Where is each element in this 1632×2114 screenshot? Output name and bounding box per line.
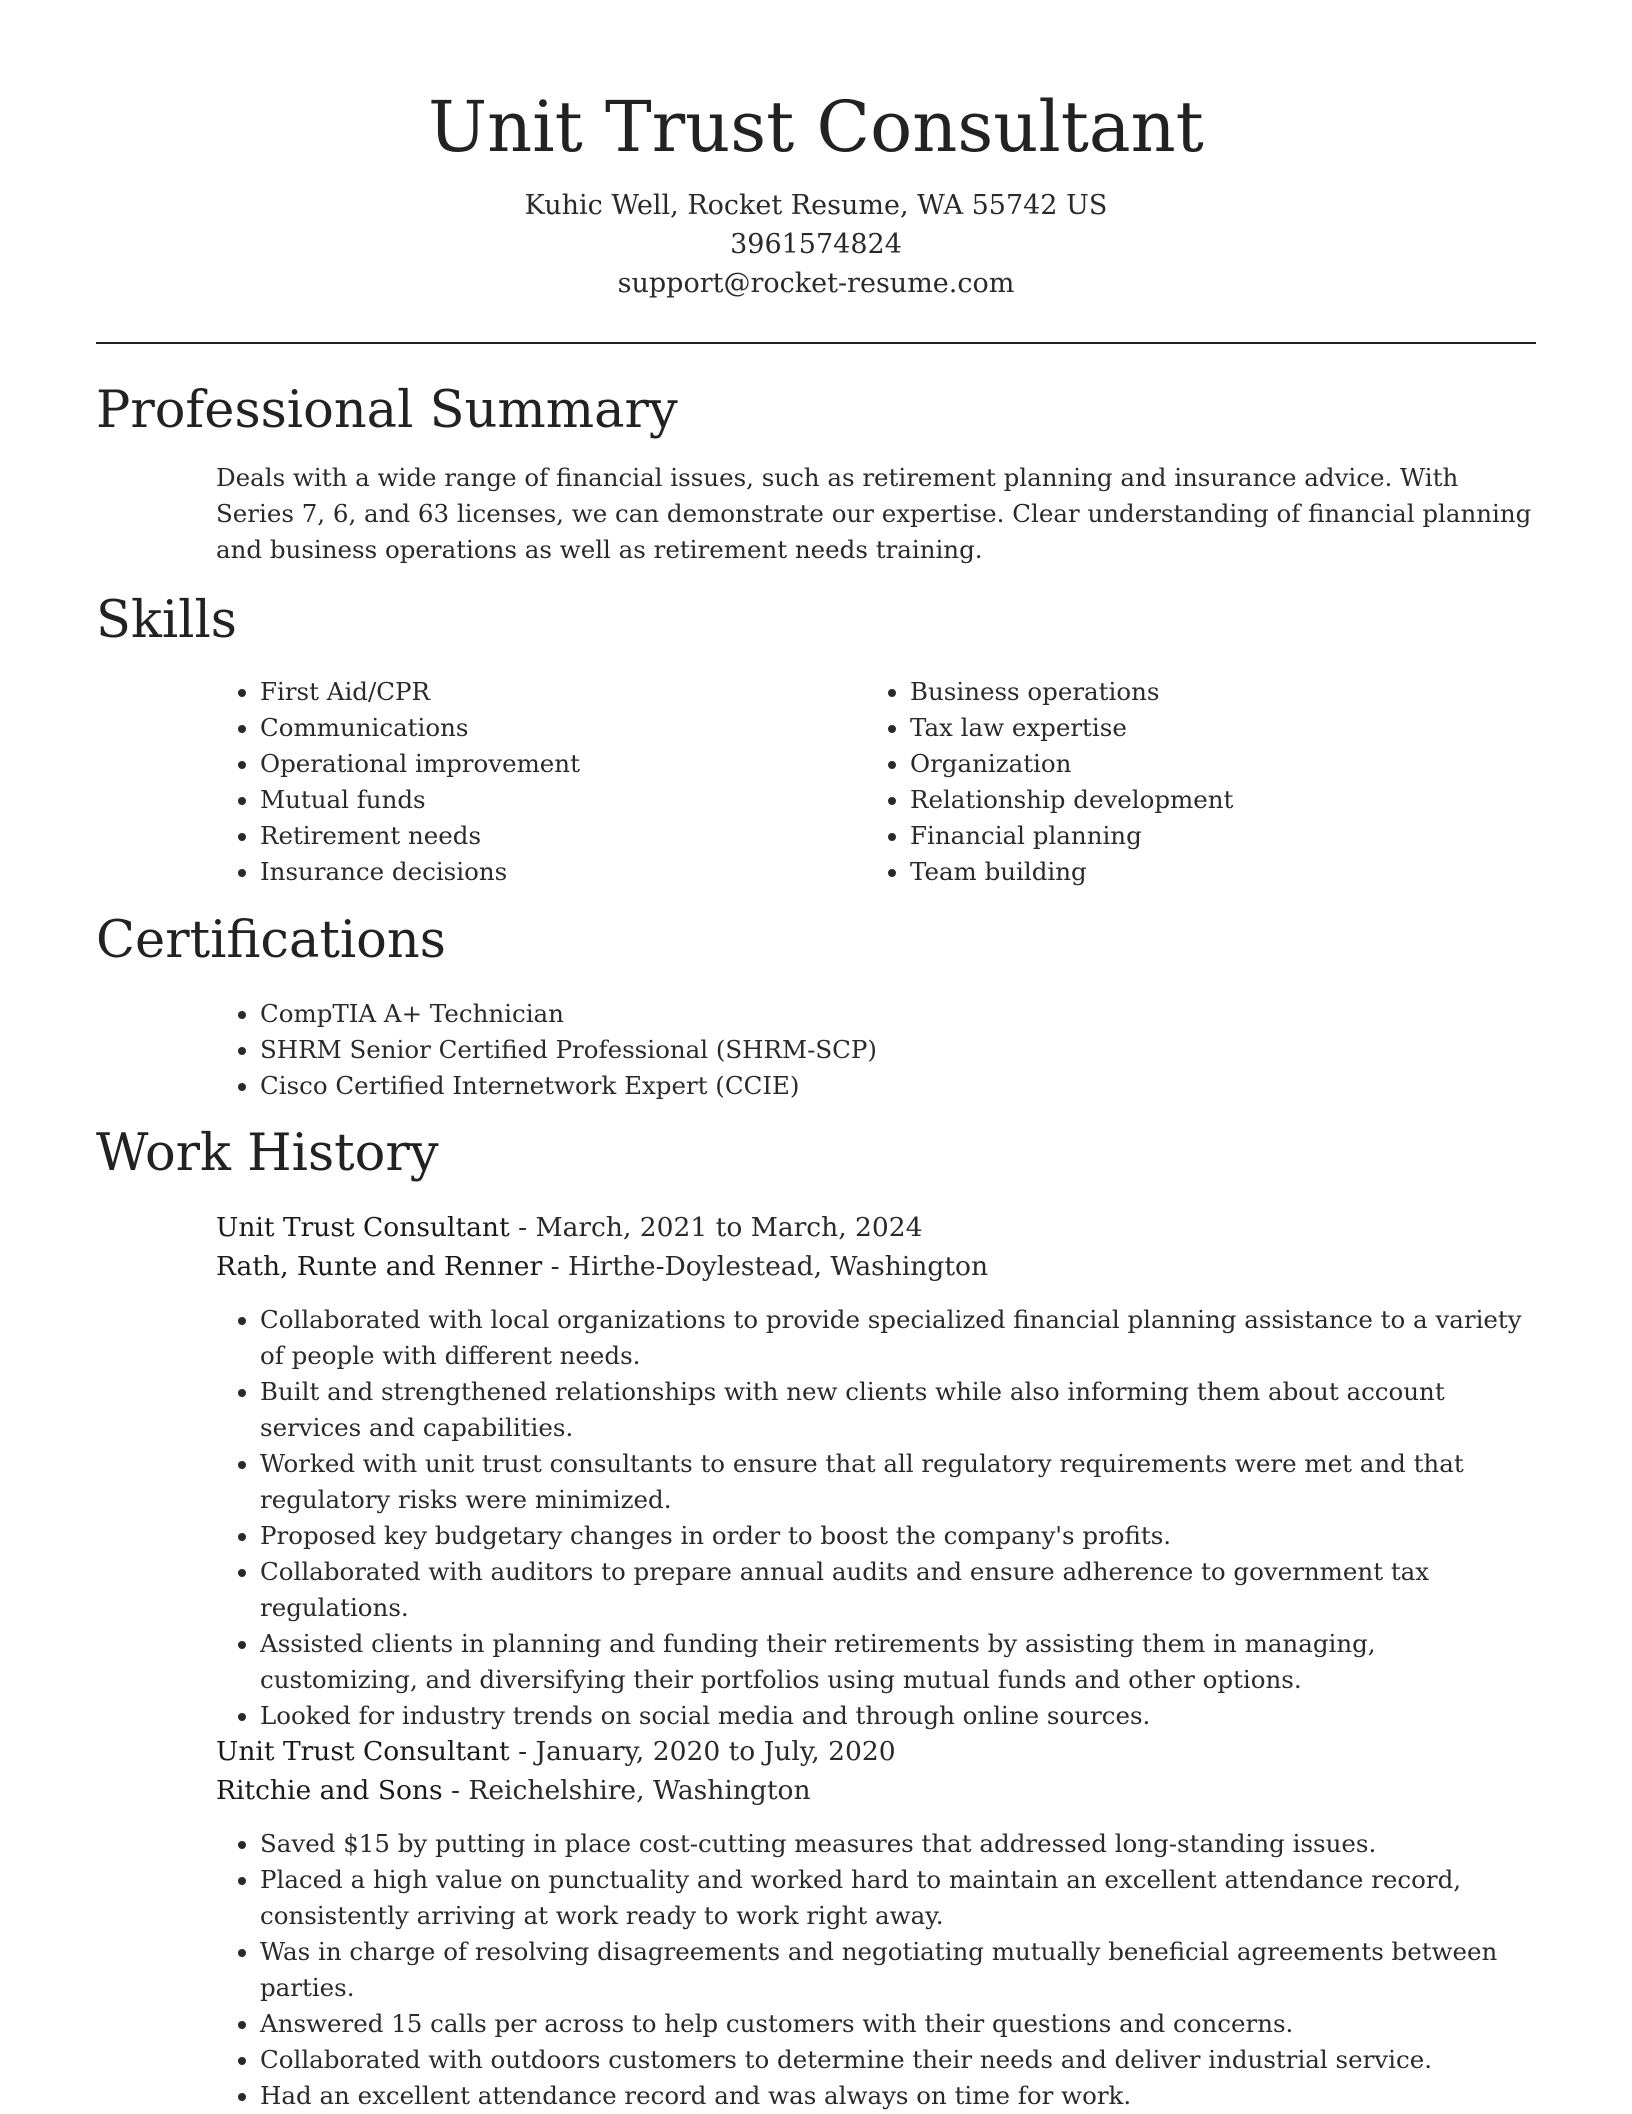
separator: -: [442, 1775, 469, 1806]
job-bullet: • Saved $15 by putting in place cost-cutting measures that addressed long-standing issues.: [260, 1826, 1536, 1862]
job-bullet: • Worked with unit trust consultants to ensure that all regulatory requirements were met and that regulatory risks were minimized.: [260, 1446, 1536, 1518]
candidate-name: Unit Trust Consultant: [428, 86, 1204, 168]
contact-phone: 3961574824: [730, 229, 902, 260]
job-bullet: • Looked for industry trends on social media and through online sources.: [260, 1698, 1536, 1734]
contact-info: [0, 186, 1632, 303]
job-bullets: [216, 1302, 1536, 1734]
contact-email: support@rocket-resume.com: [617, 268, 1015, 299]
job-company-line: [216, 1247, 1536, 1286]
certifications-block: [216, 996, 1536, 1104]
certification-item: • SHRM Senior Certified Professional (SHRM-SCP): [260, 1032, 1536, 1068]
certification-item: • Cisco Certified Internetwork Expert (CCIE): [260, 1068, 1536, 1104]
certifications-list: [216, 996, 1536, 1104]
skill-item: • Relationship development: [910, 782, 1536, 818]
job-entry: [216, 1208, 1536, 1734]
job-bullet: • Answered 15 calls per across to help customers with their questions and concerns.: [260, 2006, 1536, 2042]
skill-item: • Communications: [260, 710, 836, 746]
job-bullets: [216, 1826, 1536, 2114]
skill-item: • Tax law expertise: [910, 710, 1536, 746]
job-bullet: • Collaborated with outdoors customers to determine their needs and deliver industrial service.: [260, 2042, 1536, 2078]
skills-list-left: [216, 674, 836, 890]
skill-item: • Mutual funds: [260, 782, 836, 818]
job-location: Hirthe-Doylestead, Washington: [567, 1251, 989, 1282]
skill-item: • Insurance decisions: [260, 854, 836, 890]
resume-header: [0, 82, 1632, 303]
job-title-line: [216, 1732, 1536, 1771]
job-company: Ritchie and Sons: [216, 1775, 443, 1806]
certification-item: • CompTIA A+ Technician: [260, 996, 1536, 1032]
section-title-certifications: Certifications: [96, 911, 446, 970]
job-title-line: [216, 1208, 1536, 1247]
skills-list-right: [866, 674, 1536, 890]
section-title-skills: Skills: [96, 591, 237, 650]
job-bullet: • Collaborated with local organizations to provide specialized financial planning assistance to a variety of people with different needs.: [260, 1302, 1536, 1374]
contact-address: Kuhic Well, Rocket Resume, WA 55742 US: [524, 190, 1108, 221]
skills-column-right: [866, 674, 1536, 890]
job-bullet: • Collaborated with auditors to prepare annual audits and ensure adherence to government tax regulations.: [260, 1554, 1536, 1626]
skill-item: • Financial planning: [910, 818, 1536, 854]
separator: -: [509, 1736, 536, 1767]
job-bullet: • Was in charge of resolving disagreements and negotiating mutually beneficial agreements between parties.: [260, 1934, 1536, 2006]
skill-item: • First Aid/CPR: [260, 674, 836, 710]
job-entry: [216, 1732, 1536, 2114]
job-bullet: • Built and strengthened relationships with new clients while also informing them about account services and capabilities.: [260, 1374, 1536, 1446]
skill-item: • Business operations: [910, 674, 1536, 710]
section-title-summary: Professional Summary: [96, 381, 678, 440]
skill-item: • Organization: [910, 746, 1536, 782]
job-company-line: [216, 1771, 1536, 1810]
job-bullet: • Placed a high value on punctuality and worked hard to maintain an excellent attendance record, consistently arriving at work ready to work right away.: [260, 1862, 1536, 1934]
summary-text: Deals with a wide range of financial issues, such as retirement planning and insurance advice. With Series 7, 6, and 63 licenses, we can demonstrate our expertise. Clear understanding of financial planning and business operations as well as retirement needs training.: [216, 463, 1532, 564]
job-role: Unit Trust Consultant: [216, 1736, 510, 1767]
skills-column-left: [216, 674, 836, 890]
job-dates: March, 2021 to March, 2024: [535, 1212, 923, 1243]
job-bullet: • Had an excellent attendance record and was always on time for work.: [260, 2078, 1536, 2114]
job-location: Reichelshire, Washington: [468, 1775, 811, 1806]
job-dates: January, 2020 to July, 2020: [535, 1736, 896, 1767]
separator: -: [542, 1251, 568, 1282]
header-divider: [96, 342, 1536, 344]
section-title-work-history: Work History: [96, 1124, 439, 1183]
skill-item: • Team building: [910, 854, 1536, 890]
job-bullet: • Proposed key budgetary changes in order to boost the company's profits.: [260, 1518, 1536, 1554]
job-company: Rath, Runte and Renner: [216, 1251, 543, 1282]
job-bullet: • Assisted clients in planning and funding their retirements by assisting them in managing, customizing, and diversifying their portfolios using mutual funds and other options.: [260, 1626, 1536, 1698]
job-role: Unit Trust Consultant: [216, 1212, 510, 1243]
skill-item: • Retirement needs: [260, 818, 836, 854]
skill-item: • Operational improvement: [260, 746, 836, 782]
separator: -: [509, 1212, 536, 1243]
